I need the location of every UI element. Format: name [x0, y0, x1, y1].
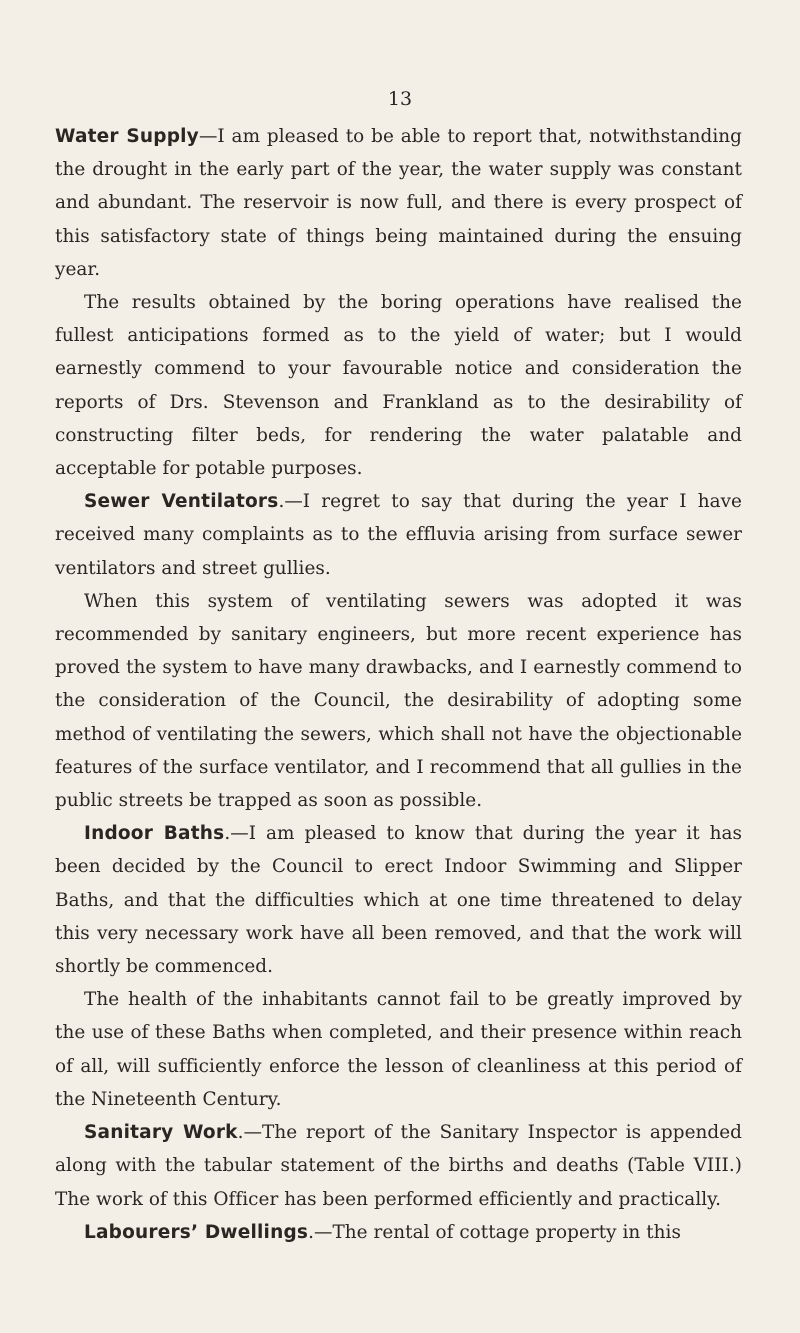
water-supply-paragraph-2: The results obtained by the boring operations have realised the fullest anticipations formed as to the yield of water; but I would earnestly commend to your favourable notice and consideration the reports of Drs. Stevenson and Frankland as to the desirability of constructing filter beds, for rendering the water palatable and acceptable for potable purposes. [55, 292, 742, 480]
indoor-baths-paragraph-2: The health of the inhabitants cannot fail to be greatly improved by the use of these Baths when completed, and their presence within reach of all, will sufficiently enforce the lesson of cleanliness at this period of the Nineteenth Century. [55, 989, 742, 1110]
labourers-dwellings-paragraph-1 [55, 1216, 742, 1249]
water-supply-text-1: —I am pleased to be able to report that, notwithstanding the drought in the early part of the year, the water supply was constant and abundant. The reservoir is now full, and there is every prospect of this satisfactory state of things being maintained during the ensuing year. [55, 126, 743, 280]
sanitary-work-paragraph-1 [55, 1116, 742, 1216]
water-supply-heading: Water Supply [55, 126, 199, 147]
body-text [55, 120, 742, 1249]
labourers-dwellings-heading: Labourers’ Dwellings [84, 1221, 309, 1243]
indoor-baths-heading: Indoor Baths [84, 823, 225, 845]
indoor-baths-text-1: .—I am pleased to know that during the year it has been decided by the Council to erect Indoor Swimming and Slipper Baths, and that the difficulties which at one time threatened to delay this very necessary work have all been removed, and that the work will shortly be commenced. [55, 823, 742, 978]
sewer-ventilators-text-1: .—I regret to say that during the year I have received many complaints as to the effluvia arising from surface sewer ventilators and street gullies. [55, 491, 742, 579]
water-supply-paragraph-1 [55, 120, 742, 286]
page-number: 13 [387, 88, 413, 110]
labourers-dwellings-text-1: .—The rental of cottage property in this [308, 1221, 681, 1243]
indoor-baths-paragraph-1 [55, 817, 742, 983]
sewer-ventilators-paragraph-2: When this system of ventilating sewers was adopted it was recommended by sanitary engineers, but more recent experience has proved the system to have many drawbacks, and I earnestly commend to the consideration of the Council, the desirability of adopting some method of ventilating the sewers, which shall not have the objectionable features of the surface ventilator, and I recommend that all gullies in the public streets be trapped as soon as possible. [55, 590, 742, 812]
sewer-ventilators-paragraph-1 [55, 485, 742, 585]
sewer-ventilators-heading: Sewer Ventilators [84, 491, 279, 513]
sanitary-work-text-1: .—The report of the Sanitary Inspector is appended along with the tabular statement of the births and deaths (Table VIII.) The work of this Officer has been performed efficiently and practically. [55, 1122, 742, 1210]
sanitary-work-heading: Sanitary Work [84, 1122, 238, 1144]
